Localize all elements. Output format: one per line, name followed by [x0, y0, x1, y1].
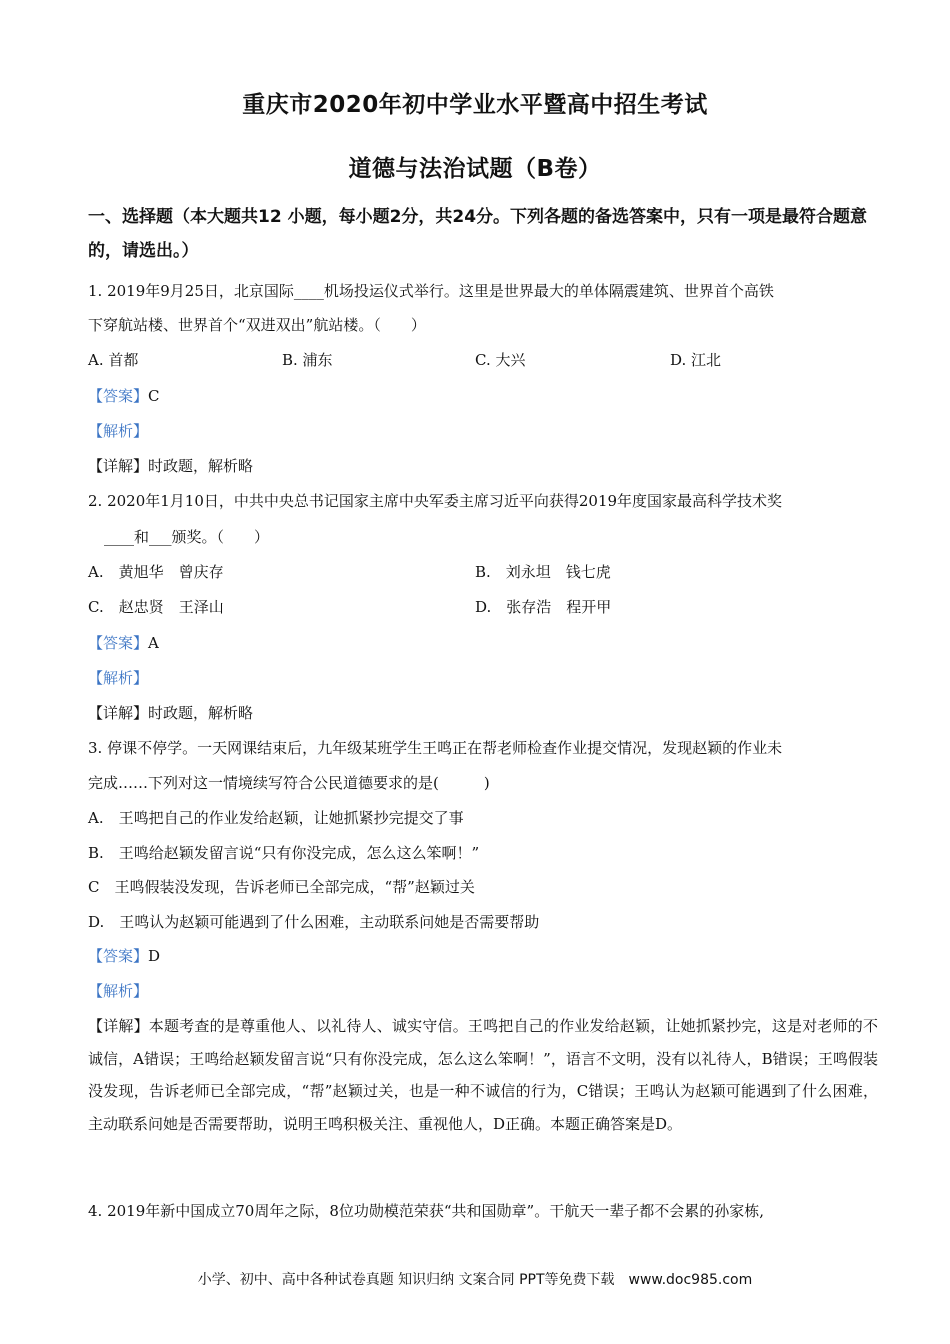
- q2-stem-line1: 2. 2020年1月10日，中共中央总书记国家主席中央军委主席习近平向获得2019年度国家最高科学技术奖: [88, 492, 783, 510]
- answer-label: 【答案】: [88, 947, 149, 965]
- q3-detail: [88, 1010, 878, 1140]
- q1-option-b: B. 浦东: [282, 351, 333, 369]
- page-footer: 小学、初中、高中各种试卷真题 知识归纳 文案合同 PPT等免费下载 www.doc985.com: [197, 1272, 753, 1288]
- q1-stem-line1: 1. 2019年9月25日，北京国际____机场投运仪式举行。这里是世界最大的单体隔震建筑、世界首个高铁: [88, 282, 774, 300]
- detail-text: 时政题，解析略: [148, 457, 254, 475]
- answer-label: 【答案】: [88, 634, 149, 652]
- q3-option-d: D. 王鸣认为赵颖可能遇到了什么困难，主动联系问她是否需要帮助: [88, 913, 540, 931]
- q1-detail: [88, 456, 253, 476]
- q2-stem-line2: ____和___颁奖。（ ）: [104, 528, 270, 546]
- detail-label: 【详解】: [88, 1017, 149, 1035]
- q3-option-c: C 王鸣假装没发现，告诉老师已全部完成，“帮”赵颖过关: [88, 878, 475, 896]
- answer-value: C: [148, 387, 160, 405]
- q1-option-d: D. 江北: [670, 351, 722, 369]
- answer-value: D: [148, 947, 161, 965]
- detail-label: 【详解】: [88, 704, 149, 722]
- q1-answer: [88, 386, 160, 406]
- answer-value: A: [148, 634, 159, 652]
- detail-text: 时政题，解析略: [148, 704, 254, 722]
- exam-title: 重庆市2020年初中学业水平暨高中招生考试: [242, 92, 708, 118]
- q2-detail: [88, 703, 253, 723]
- detail-text: 本题考查的是尊重他人、以礼待人、诚实守信。王鸣把自己的作业发给赵颖，让她抓紧抄完，这是对老师的不诚信，A错误；王鸣给赵颖发留言说“只有你没完成，怎么这么笨啊！”，语言不文明，没有以礼待人，B错误；王鸣假装没发现，告诉老师已全部完成，“帮”赵颖过关，也是一种不诚信的行为，C错误；王鸣认为赵颖可能遇到了什么困难，主动联系问她是否需要帮助，说明王鸣积极关注、重视他人，D正确。本题正确答案是D。: [88, 1017, 878, 1133]
- detail-label: 【详解】: [88, 457, 149, 475]
- q1-analysis-label: 【解析】: [88, 422, 149, 440]
- q2-option-b: B. 刘永坦 钱七虎: [475, 563, 611, 581]
- section-heading: 一、选择题（本大题共12 小题，每小题2分，共24分。下列各题的备选答案中，只有一项是最符合题意的，请选出。）: [88, 207, 868, 261]
- q2-answer: [88, 633, 159, 653]
- q1-option-a: A. 首都: [88, 351, 139, 369]
- q2-option-d: D. 张存浩 程开甲: [475, 598, 612, 616]
- q4-stem-line1: 4. 2019年新中国成立70周年之际，8位功勋模范荣获“共和国勋章”。干航天一辈子都不会累的孙家栋,: [88, 1202, 764, 1220]
- q3-option-b: B. 王鸣给赵颖发留言说“只有你没完成，怎么这么笨啊！”: [88, 844, 480, 862]
- q2-option-c: C. 赵忠贤 王泽山: [88, 598, 224, 616]
- q2-option-a: A. 黄旭华 曾庆存: [88, 563, 224, 581]
- q3-analysis-label: 【解析】: [88, 982, 149, 1000]
- q3-answer: [88, 946, 160, 966]
- q3-stem-line1: 3. 停课不停学。一天网课结束后，九年级某班学生王鸣正在帮老师检查作业提交情况，发现赵颖的作业未: [88, 739, 783, 757]
- exam-subtitle: 道德与法治试题（B卷）: [348, 156, 602, 182]
- q1-stem-line2: 下穿航站楼、世界首个“双进双出”航站楼。（ ）: [88, 316, 426, 334]
- q3-option-a: A. 王鸣把自己的作业发给赵颖，让她抓紧抄完提交了事: [88, 809, 464, 827]
- answer-label: 【答案】: [88, 387, 149, 405]
- q1-option-c: C. 大兴: [475, 351, 526, 369]
- q2-analysis-label: 【解析】: [88, 669, 149, 687]
- q3-stem-line2: 完成……下列对这一情境续写符合公民道德要求的是( ): [88, 774, 490, 792]
